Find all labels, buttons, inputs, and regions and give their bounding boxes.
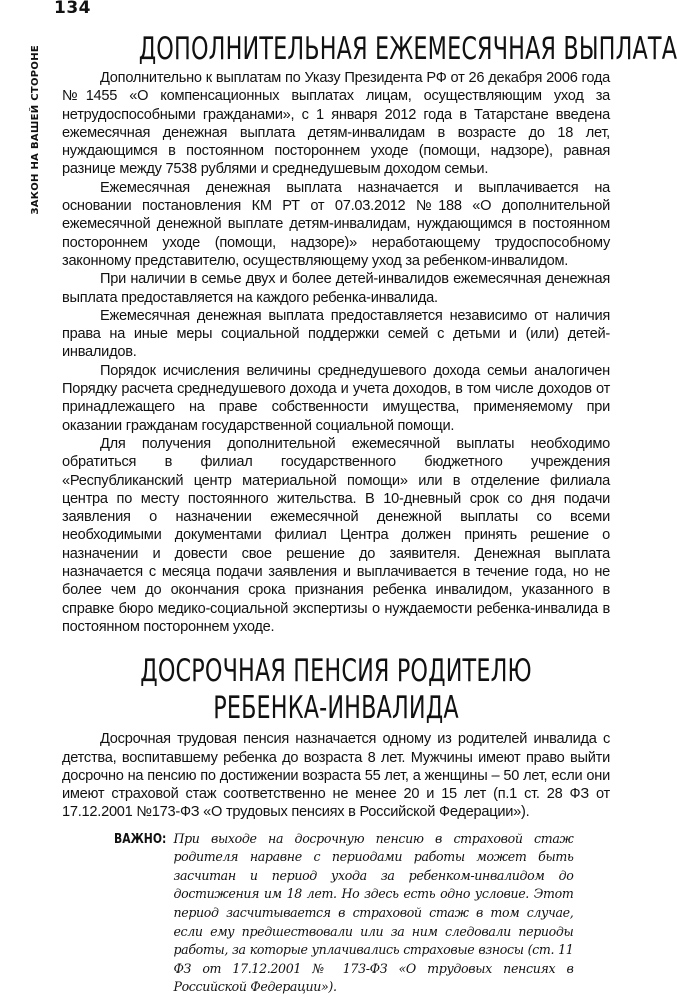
important-note-label (114, 830, 166, 997)
section-title-early-pension-line1: ДОСРОЧНАЯ ПЕНСИЯ РОДИТЕЛЮ (140, 653, 532, 690)
note-label-colon: : (162, 830, 167, 847)
important-note-text: При выходе на досрочную пенсию в страховой стаж родителя наравне с периодами работы может быть засчитан и период ухода за ребенком-инвалидом до достижения им 18 лет. Но здесь есть одно условие. Этот период засчитывается в страховой стаж в том случае, если ему предшествовали или за ним следовали периоды работы, за которые уплачивались страховые взносы (ст. 11 ФЗ от 17.12.2001 № 173-ФЗ «О трудовых пенсиях в Российской Федерации»). (173, 830, 574, 995)
paragraph: Для получения дополнительной ежемесячной выплаты необходимо обратиться в филиал государственного бюджетного учреждения «Республиканский центр материальной помощи» или в отделение филиала центра по месту постоянного жительства. В 10-дневный срок со дня подачи заявления о назначении ежемесячной денежной выплаты со всеми необходимыми документами филиал Центра должен принять решение о назначении и довести свое решение до заявителя. Денежная выплата назначается с месяца подачи заявления и выплачивается в течение года, но не более чем до окончания срока признания ребенка инвалидом, указанного в справке бюро медико-социальной экспертизы о нуждаемости ребенка-инвалида в постоянном постороннем уходе. (62, 435, 610, 635)
paragraph: При наличии в семье двух и более детей-инвалидов ежемесячная денежная выплата предоставляется на каждого ребенка-инвалида. (62, 271, 610, 306)
section-title-early-pension-line2: РЕБЕНКА-ИНВАЛИДА (213, 690, 459, 727)
section-body-monthly-payment (62, 69, 610, 636)
important-note (62, 830, 610, 997)
note-label-word: ВАЖНО (114, 830, 163, 847)
paragraph: Ежемесячная денежная выплата предоставляется независимо от наличия права на иные меры социальной поддержки семей с детьми и (или) детей-инвалидов. (62, 307, 610, 361)
running-side-label (24, 40, 46, 220)
paragraph: Ежемесячная денежная выплата назначается и выплачивается на основании постановления КМ РТ от 07.03.2012 №188 «О дополнительной ежемесячной денежной выплате детям-инвалидам, нуждающимся в постоянном постороннем уходе (помощи, надзоре)» неработающему трудоспособному законному представителю, осуществляющему уход за ребенком-инвалидом. (62, 179, 610, 269)
paragraph: Дополнительно к выплатам по Указу Президента РФ от 26 декабря 2006 года №1455 «О компенсационных выплатах лицам, осуществляющим уход за нетрудоспособными гражданами», с 1 января 2012 года в Татарстане введена ежемесячная денежная выплата детям-инвалидам в возрасте до 18 лет, нуждающимся в постоянном постороннем уходе (помощи, надзоре), равная разнице между 7538 рублями и среднедушевым доходом семьи. (62, 70, 610, 178)
paragraph-early-pension: Досрочная трудовая пенсия назначается одному из родителей инвалида с детства, воспитавшему ребенка до возраста 8 лет. Мужчины имеют право выйти досрочно на пенсию по достижении возраста 55 лет, а женщины – 50 лет, если они имеют страховой стаж соответственно не менее 20 и 15 лет (п.1 ст. 28 ФЗ от 17.12.2001 №173-ФЗ «О трудовых пенсиях в Российской Федерации»). (62, 731, 610, 821)
page-content (62, 30, 677, 997)
paragraph: Порядок исчисления величины среднедушевого дохода семьи аналогичен Порядку расчета среднедушевого дохода и учета доходов, в том числе доходов от принадлежащего на праве собственности имущества, применяемому при оказании гражданам государственной социальной помощи. (62, 362, 610, 434)
page-number: 134 (54, 0, 91, 18)
side-label-text: ЗАКОН НА ВАШЕЙ СТОРОНЕ (29, 45, 41, 215)
section-title-monthly-payment: ДОПОЛНИТЕЛЬНАЯ ЕЖЕМЕСЯЧНАЯ ВЫПЛАТА (138, 31, 677, 67)
